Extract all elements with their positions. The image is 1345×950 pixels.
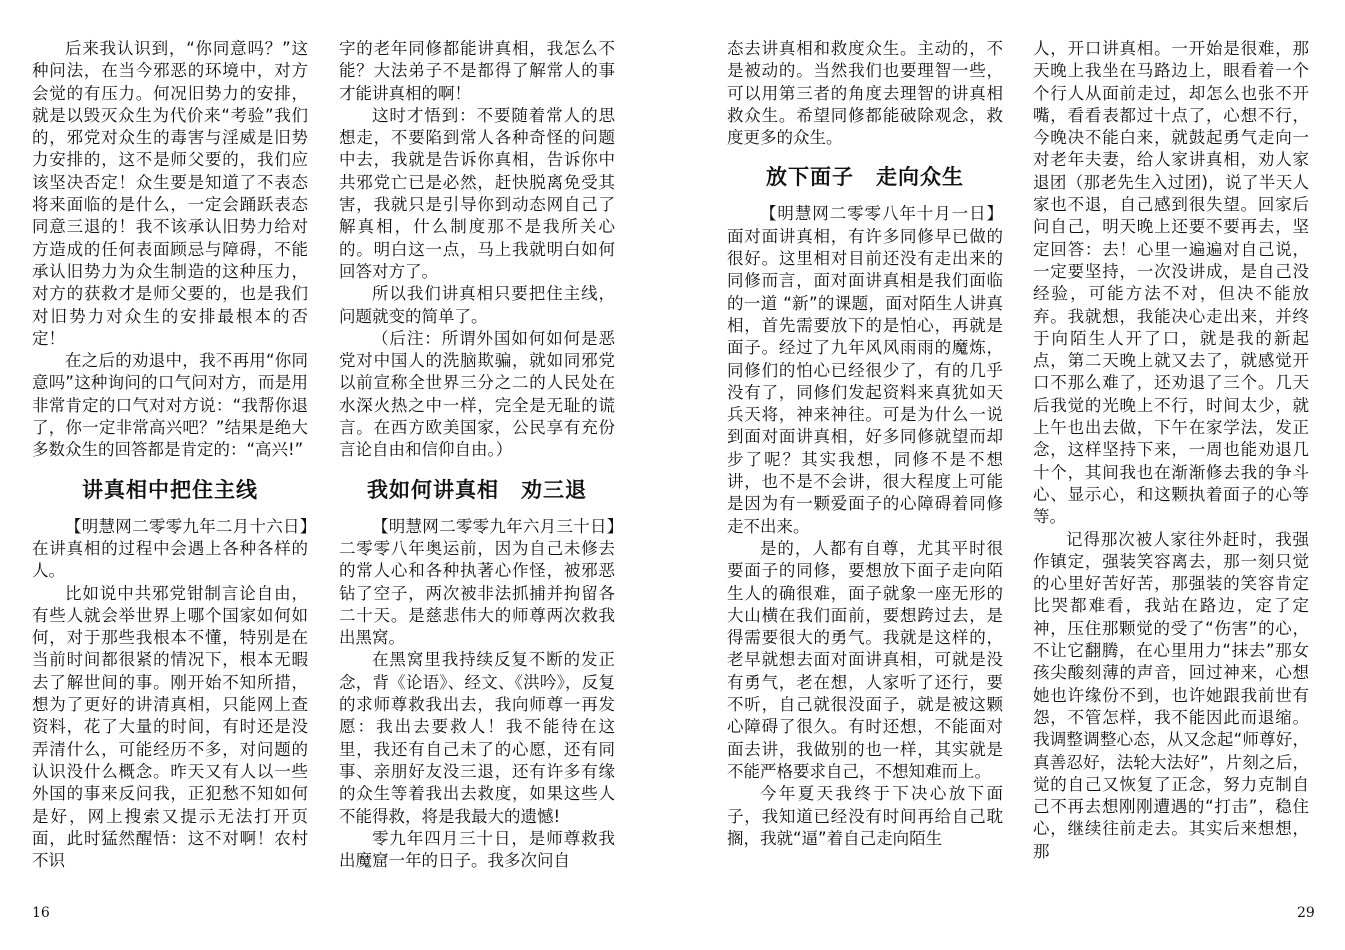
paragraph: 人，开口讲真相。一开始是很难，那天晚上我坐在马路边上，眼看着一个个行人从面前走过，却怎么也张不开嘴，看看表都过十点了，心想不行，今晚决不能白来，就鼓起勇气走向一对老年夫妻，给人家讲真相，劝人家退团（那老先生入过团)，说了半天人家也不退，自己感到很失望。回家后问自己，明天晚上还要不要再去，坚定回答：去！心里一遍遍对自己说，一定要坚持，一次没讲成，是自己没经验，可能方法不对，但决不能放弃。我就想，我能决心走出来，并终于向陌生人开了口，就是我的新起点，第二天晚上就又去了，就感觉开口不那么难了，还劝退了三个。几天后我觉的光晚上不行，时间太少，就上午也出去做，下午在家学法，发正念，这样坚持下来，一周也能劝退几十个，其间我也在渐渐修去我的争斗心、显示心，和这颗执着面子的心等等。 [1033,39,1309,527]
section-heading: 我如何讲真相 劝三退 [367,477,587,502]
left-page-column-1 [32,38,308,872]
paragraph: 这时才悟到：不要随着常人的思想走，不要陷到常人各种奇怪的问题中去，我就是告诉你真相，告诉你中共邪党亡已是必然，赶快脱离免受其害，我就只是引导你到动态网自己了解真相，什么制度那不是我所关心的。明白这一点，马上我就明白如何回答对方了。 [339,105,615,281]
paragraph: 是的，人都有自尊，尤其平时很要面子的同修，要想放下面子走向陌生人的确很难，面子就象一座无形的大山横在我们面前，要想跨过去，是得需要很大的勇气。我就是这样的，老早就想去面对面讲真相，可就是没有勇气，老在想，人家听了还行，要不听，自己就很没面子，就是被这颗心障碍了很久。有时还想，不能面对面去讲，我做别的也一样，其实就是不能严格要求自己，不想知难而上。 [727,538,1003,781]
page-number-left: 16 [32,905,50,921]
paragraph: 态去讲真相和救度众生。主动的，不是被动的。当然我们也要理智一些，可以用第三者的角度去理智的讲真相救众生。希望同修都能破除观念，救度更多的众生。 [727,39,1003,148]
paragraph: 记得那次被人家往外赶时，我强作镇定，强装笑容离去，那一刻只觉的心里好苦好苦，那强装的笑容肯定比哭都难看，我站在路边，定了定神，压住那颗觉的受了“伤害”的心，不让它翻腾，在心里用力“抹去”那女孩尖酸刻薄的声音，回过神来，心想她也许缘份不到，也许她跟我前世有怨，不管怎样，我不能因此而退缩。我调整调整心态，从又念起“师尊好，真善忍好，法轮大法好”，片刻之后，觉的自己又恢复了正念，努力克制自己不再去想刚刚遭遇的“打击”，稳住心，继续往前走去。其实后来想想，那 [1033,529,1309,861]
paragraph: （后注：所谓外国如何如何是恶党对中国人的洗脑欺骗，就如同邪党以前宣称全世界三分之二的人民处在水深火热之中一样，完全是无耻的谎言。在西方欧美国家，公民享有充份言论自由和信仰自由。） [339,328,615,460]
paragraph: 零九年四月三十日，是师尊救我出魔窟一年的日子。我多次问自 [339,828,615,871]
paragraph: 字的老年同修都能讲真相，我怎么不能？大法弟子不是都得了解常人的事才能讲真相的啊！ [339,39,615,103]
paragraph: 比如说中共邪党钳制言论自由，有些人就会举世界上哪个国家如何如何，对于那些我根本不懂，特别是在当前时间都很紧的情况下，根本无暇去了解世间的事。刚开始不知所措，想为了更好的讲清真相，只能网上查资料，花了大量的时间，有时还是没弄清什么，可能经历不多，对问题的认识没什么概念。昨天又有人以一些外国的事来反问我，正犯愁不知如何是好，网上搜索又提示无法打开页面，此时猛然醒悟：这不对啊！农村不识 [32,583,308,871]
paragraph: 后来我认识到，“你同意吗？”这种问法，在当今邪恶的环境中，对方会觉的有压力。何况旧势力的安排，就是以毁灭众生为代价来“考验”我们的，邪党对众生的毒害与淫威是旧势力安排的，这不是师父要的，我们应该坚决否定！众生要是知道了不表态将来面临的是什么，一定会踊跃表态同意三退的！我不该承认旧势力给对方造成的任何表面顾忌与障碍，不能承认旧势力为众生制造的这种压力，对方的获救才是师父要的，也是我们对旧势力对众生的安排最根本的否定！ [32,39,308,348]
paragraph: 【明慧网二零零九年二月十六日】在讲真相的过程中会遇上各种各样的人。 [32,516,308,581]
section-heading: 讲真相中把住主线 [82,477,258,502]
section-heading: 放下面子 走向众生 [766,165,964,190]
paragraph: 所以我们讲真相只要把住主线，问题就变的简单了。 [339,284,615,326]
paragraph: 【明慧网二零零九年六月三十日】二零零八年奥运前，因为自己未修去的常人心和各种执著心作怪，被邪恶钻了空子，两次被非法抓捕并拘留各二十天。是慈悲伟大的师尊两次救我出黑窝。 [339,516,615,648]
right-page-column-2 [1033,38,1309,863]
page-number-right: 29 [1297,905,1315,921]
paragraph: 今年夏天我终于下决心放下面子，我知道已经没有时间再给自己耽搁，我就“逼”着自己走向陌生 [727,784,1003,848]
paragraph: 在之后的劝退中，我不再用“你同意吗”这种询问的口气问对方，而是用非常肯定的口气对对方说：“我帮你退了，你一定非常高兴吧？”结果是绝大多数众生的回答都是肯定的：“高兴!” [32,351,308,460]
paragraph: 在黑窝里我持续反复不断的发正念，背《论语》、经文、《洪吟》，反复的求师尊救我出去，我向师尊一再发愿：我出去要救人！我不能待在这里，我还有自己未了的心愿，还有同事、亲朋好友没三退，还有许多有缘的众生等着我出去救度，如果这些人不能得救，将是我最大的遗憾! [339,650,615,826]
left-page-column-2 [339,38,615,872]
paragraph: 【明慧网二零零八年十月一日】面对面讲真相，有许多同修早已做的很好。这里相对目前还没有走出来的同修而言，面对面讲真相是我们面临的一道 “新”的课题，面对陌生人讲真相，首先需要放下的是怕心，再就是面子。经过了九年风风雨雨的魔炼，同修们的怕心已经很少了，有的几乎没有了，同修们发起资料来真犹如天兵天将，神来神往。可是为什么一说到面对面讲真相，好多同修就望而却步了呢？其实我想，同修不是不想讲，也不是不会讲，很大程度上可能是因为有一颗爱面子的心障碍着同修走不出来。 [727,204,1003,536]
right-page-column-1 [727,38,1003,850]
